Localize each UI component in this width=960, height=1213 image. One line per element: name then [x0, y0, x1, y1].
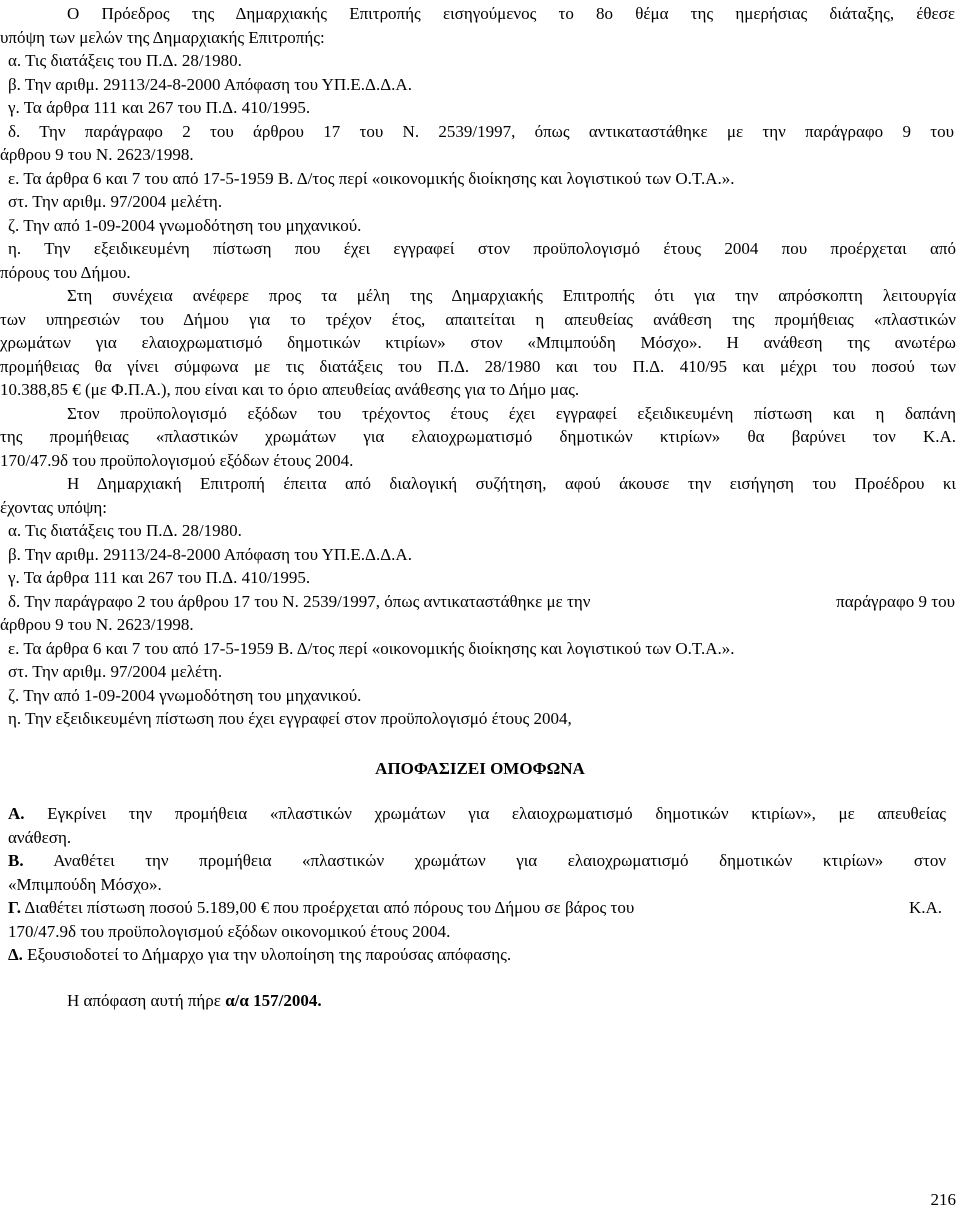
considering-item-d-line-1: [0, 590, 960, 614]
closing-line: [0, 989, 960, 1013]
intro-item-z: ζ. Την από 1-09-2004 γνωμοδότηση του μηχανικού.: [8, 215, 362, 235]
considering-item-c: γ. Τα άρθρα 111 και 267 του Π.Δ. 410/1995.: [8, 568, 311, 587]
decision-a-text: Εγκρίνει την προμήθεια «πλαστικών χρωμάτων για ελαιοχρωματισμό δημοτικών κτιρίων», με απευθείας: [47, 804, 947, 823]
decision-heading: ΑΠΟΦΑΣΙΖΕΙ ΟΜΟΦΩΝΑ: [375, 758, 585, 778]
considering-item-d-line-2: άρθρου 9 του Ν. 2623/1998.: [0, 615, 194, 634]
para-budget-line-1: Στον προϋπολογισμό εξόδων του τρέχοντος έτους έχει εγγραφεί εξειδικευμένη πίστωση και η δαπάνη: [67, 403, 956, 423]
considering-item-d-text: δ. Την παράγραφο 2 του άρθρου 17 του Ν. 2539/1997, όπως αντικαταστάθηκε με την: [8, 591, 591, 611]
para-next-line-3: χρωμάτων για ελαιοχρωματισμό δημοτικών κτιρίων» στον «Μπιμπούδη Μόσχο». Η ανάθεση της ανωτέρω: [0, 333, 956, 352]
considering-item-st: στ. Την αριθμ. 97/2004 μελέτη.: [8, 662, 223, 681]
considering-item-h: η. Την εξειδικευμένη πίστωση που έχει εγγραφεί στον προϋπολογισμό έτους 2004,: [8, 709, 572, 728]
para-next-line-1: Στη συνέχεια ανέφερε προς τα μέλη της Δημαρχιακής Επιτροπής ότι για την απρόσκοπτη λειτουργία: [67, 286, 956, 305]
page-number: 216: [930, 1190, 956, 1209]
para-next-line-5: 10.388,85 € (με Φ.Π.Α.), που είναι και το όριο απευθείας ανάθεσης για το Δήμο μας.: [0, 380, 580, 399]
decision-number: α/α 157/2004.: [225, 990, 322, 1010]
para-budget-line-3: 170/47.9δ του προϋπολογισμού εξόδων έτους 2004.: [0, 450, 354, 470]
spacer: [0, 967, 960, 989]
document-body: [0, 2, 960, 1012]
considering-item-e: ε. Τα άρθρα 6 και 7 του από 17-5-1959 Β. Δ/τος περί «οικονομικής διοίκησης και λογιστικού των Ο.Τ.Α.».: [8, 638, 735, 658]
decision-d-label: Δ.: [8, 945, 23, 964]
decision-d-text: Εξουσιοδοτεί το Δήμαρχο για την υλοποίηση της παρούσας απόφασης.: [27, 945, 512, 964]
intro-item-a: α. Τις διατάξεις του Π.Δ. 28/1980.: [8, 51, 242, 70]
decision-g-line-1: [0, 896, 960, 920]
para-committee-line-2: έχοντας υπόψη:: [0, 497, 107, 517]
decision-g-account: Κ.Α.: [908, 898, 942, 917]
decision-a-line-2: ανάθεση.: [8, 827, 72, 847]
para-budget-line-2: της προμήθειας «πλαστικών χρωμάτων για ελαιοχρωματισμό δημοτικών κτιρίων» θα βαρύνει τον Κ.Α.: [0, 427, 956, 446]
decision-a-line-1: [0, 802, 960, 826]
spacer: [0, 731, 960, 757]
intro-item-h-line-2: πόρους του Δήμου.: [0, 262, 131, 282]
closing-text: Η απόφαση αυτή πήρε: [67, 990, 221, 1010]
intro-line-2: υπόψη των μελών της Δημαρχιακής Επιτροπής:: [0, 27, 325, 47]
decision-b-line-2: «Μπιμπούδη Μόσχο».: [8, 874, 162, 894]
intro-item-st: στ. Την αριθμ. 97/2004 μελέτη.: [8, 192, 223, 211]
considering-item-b: β. Την αριθμ. 29113/24-8-2000 Απόφαση του ΥΠ.Ε.Δ.Δ.Α.: [8, 544, 412, 564]
intro-item-c: γ. Τα άρθρα 111 και 267 του Π.Δ. 410/1995.: [8, 98, 311, 117]
intro-item-h-line-1: η. Την εξειδικευμένη πίστωση που έχει εγγραφεί στον προϋπολογισμό έτους 2004 που προέρχεται από: [8, 239, 956, 258]
decision-a-label: Α.: [8, 804, 25, 823]
intro-item-e: ε. Τα άρθρα 6 και 7 του από 17-5-1959 Β. Δ/τος περί «οικονομικής διοίκησης και λογιστικού των Ο.Τ.Α.».: [8, 168, 735, 188]
intro-item-b: β. Την αριθμ. 29113/24-8-2000 Απόφαση του ΥΠ.Ε.Δ.Δ.Α.: [8, 74, 412, 94]
decision-b-line-1: [0, 849, 960, 873]
considering-item-a: α. Τις διατάξεις του Π.Δ. 28/1980.: [8, 521, 242, 540]
para-next-line-4: προμήθειας θα γίνει σύμφωνα με τις διατάξεις του Π.Δ. 28/1980 και του Π.Δ. 410/95 και μέχρι του ποσού των: [0, 356, 956, 376]
para-next-line-2: των υπηρεσιών του Δήμου για το τρέχον έτος, απαιτείται η απευθείας ανάθεση της προμήθειας «πλαστικών: [0, 309, 956, 329]
decision-g-label: Γ.: [8, 898, 22, 917]
spacer: [0, 780, 960, 802]
decision-d-line: [0, 943, 960, 967]
intro-item-d-line-2: άρθρου 9 του Ν. 2623/1998.: [0, 145, 194, 164]
intro-line-1: Ο Πρόεδρος της Δημαρχιακής Επιτροπής εισηγούμενος το 8ο θέμα της ημερήσιας διάταξης, έθεσε: [67, 4, 955, 23]
para-committee-line-1: Η Δημαρχιακή Επιτροπή έπειτα από διαλογική συζήτηση, αφού άκουσε την εισήγηση του Προέδρου κι: [67, 474, 956, 493]
intro-item-d-line-1: δ. Την παράγραφο 2 του άρθρου 17 του Ν. 2539/1997, όπως αντικαταστάθηκε με την παράγραφο 9 του: [8, 121, 954, 141]
decision-g-text: Διαθέτει πίστωση ποσού 5.189,00 € που προέρχεται από πόρους του Δήμου σε βάρος του: [24, 898, 635, 917]
decision-b-label: Β.: [8, 851, 24, 870]
considering-item-z: ζ. Την από 1-09-2004 γνωμοδότηση του μηχανικού.: [8, 685, 362, 705]
decision-g-line-2: 170/47.9δ του προϋπολογισμού εξόδων οικονομικού έτους 2004.: [8, 921, 451, 941]
considering-item-d-tail: παράγραφο 9 του: [836, 591, 955, 611]
decision-b-text: Αναθέτει την προμήθεια «πλαστικών χρωμάτων για ελαιοχρωματισμό δημοτικών κτιρίων» στον: [53, 851, 947, 870]
